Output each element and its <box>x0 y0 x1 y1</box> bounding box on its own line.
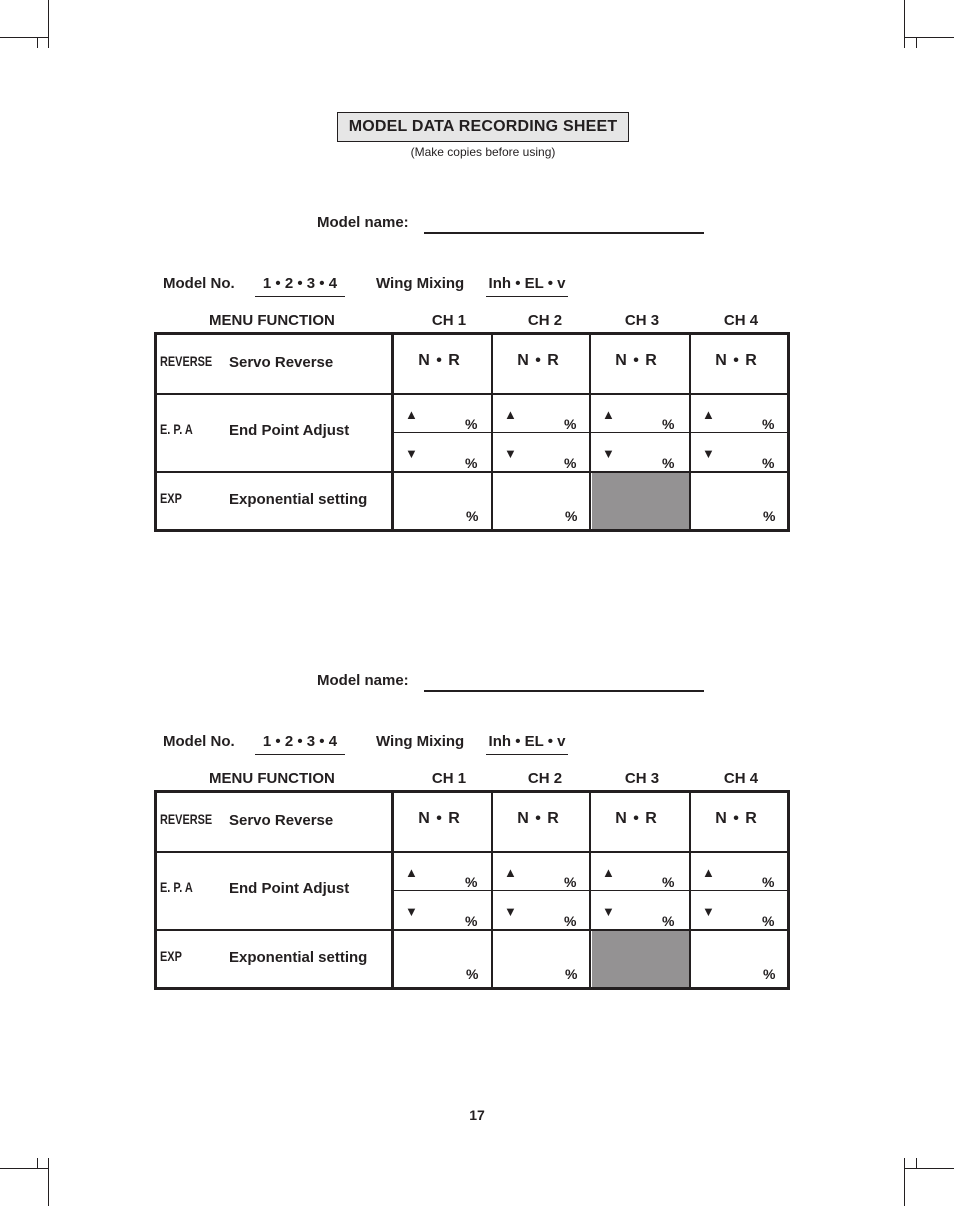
row-name-reverse: Servo Reverse <box>229 354 334 371</box>
row-abbr-epa: E. P. A <box>160 879 193 895</box>
triangle-up-icon: ▲ <box>702 407 715 422</box>
row-name-exp: Exponential setting <box>229 491 368 508</box>
triangle-down-icon: ▼ <box>602 904 615 919</box>
row-abbr-exp: EXP <box>160 490 182 506</box>
epa-percent-field[interactable]: % <box>662 874 675 890</box>
channel-header: CH 1 <box>431 312 467 329</box>
exp-percent-field[interactable]: % <box>763 508 776 524</box>
triangle-down-icon: ▼ <box>702 446 715 461</box>
epa-percent-field[interactable]: % <box>762 416 775 432</box>
page-title: MODEL DATA RECORDING SHEET <box>337 112 629 142</box>
epa-percent-field[interactable]: % <box>662 455 675 471</box>
model-name-field[interactable] <box>424 690 704 692</box>
triangle-down-icon: ▼ <box>405 446 418 461</box>
settings-table <box>154 332 790 532</box>
model-name-label: Model name: <box>317 214 409 231</box>
page-number: 17 <box>469 1107 485 1123</box>
epa-percent-field[interactable]: % <box>465 913 478 929</box>
reverse-value[interactable]: N • R <box>715 810 757 827</box>
row-abbr-reverse: REVERSE <box>160 811 213 827</box>
triangle-up-icon: ▲ <box>504 865 517 880</box>
model-no-options[interactable]: 1 • 2 • 3 • 4 <box>255 275 345 297</box>
epa-percent-field[interactable]: % <box>762 874 775 890</box>
menu-function-header: MENU FUNCTION <box>209 312 335 329</box>
reverse-value[interactable]: N • R <box>517 352 559 369</box>
epa-percent-field[interactable]: % <box>564 455 577 471</box>
wing-mixing-options[interactable]: Inh • EL • v <box>486 733 568 755</box>
channel-header: CH 2 <box>527 312 563 329</box>
model-name-label: Model name: <box>317 672 409 689</box>
epa-percent-field[interactable]: % <box>564 416 577 432</box>
menu-function-header: MENU FUNCTION <box>209 770 335 787</box>
triangle-down-icon: ▼ <box>504 904 517 919</box>
exp-percent-field[interactable]: % <box>466 966 479 982</box>
triangle-down-icon: ▼ <box>405 904 418 919</box>
page-subtitle: (Make copies before using) <box>410 145 556 159</box>
model-no-options[interactable]: 1 • 2 • 3 • 4 <box>255 733 345 755</box>
triangle-up-icon: ▲ <box>405 407 418 422</box>
epa-percent-field[interactable]: % <box>564 913 577 929</box>
channel-header: CH 3 <box>624 312 660 329</box>
triangle-up-icon: ▲ <box>602 865 615 880</box>
recording-sheet <box>0 672 954 1002</box>
model-no-label: Model No. <box>163 275 235 292</box>
model-name-field[interactable] <box>424 232 704 234</box>
channel-header: CH 4 <box>723 312 759 329</box>
epa-percent-field[interactable]: % <box>465 874 478 890</box>
table-divider <box>154 851 790 853</box>
row-abbr-epa: E. P. A <box>160 421 193 437</box>
row-name-epa: End Point Adjust <box>229 422 350 439</box>
wing-mixing-label: Wing Mixing <box>376 733 465 750</box>
model-no-label: Model No. <box>163 733 235 750</box>
triangle-up-icon: ▲ <box>702 865 715 880</box>
channel-header: CH 1 <box>431 770 467 787</box>
triangle-down-icon: ▼ <box>602 446 615 461</box>
reverse-value[interactable]: N • R <box>615 810 657 827</box>
epa-percent-field[interactable]: % <box>762 913 775 929</box>
settings-table <box>154 790 790 990</box>
triangle-up-icon: ▲ <box>504 407 517 422</box>
exp-percent-field[interactable]: % <box>466 508 479 524</box>
reverse-value[interactable]: N • R <box>715 352 757 369</box>
wing-mixing-options[interactable]: Inh • EL • v <box>486 275 568 297</box>
table-divider <box>154 929 790 931</box>
triangle-up-icon: ▲ <box>602 407 615 422</box>
triangle-down-icon: ▼ <box>504 446 517 461</box>
wing-mixing-label: Wing Mixing <box>376 275 465 292</box>
exp-percent-field[interactable]: % <box>763 966 776 982</box>
epa-percent-field[interactable]: % <box>465 455 478 471</box>
exp-percent-field[interactable]: % <box>565 966 578 982</box>
row-name-reverse: Servo Reverse <box>229 812 334 829</box>
triangle-down-icon: ▼ <box>702 904 715 919</box>
row-name-exp: Exponential setting <box>229 949 368 966</box>
table-divider <box>154 471 790 473</box>
table-divider <box>393 432 790 433</box>
reverse-value[interactable]: N • R <box>615 352 657 369</box>
table-divider <box>154 393 790 395</box>
table-divider <box>393 890 790 891</box>
exp-percent-field[interactable]: % <box>565 508 578 524</box>
channel-header: CH 3 <box>624 770 660 787</box>
triangle-up-icon: ▲ <box>405 865 418 880</box>
reverse-value[interactable]: N • R <box>418 352 460 369</box>
reverse-value[interactable]: N • R <box>418 810 460 827</box>
epa-percent-field[interactable]: % <box>662 416 675 432</box>
epa-percent-field[interactable]: % <box>564 874 577 890</box>
channel-header: CH 2 <box>527 770 563 787</box>
epa-percent-field[interactable]: % <box>662 913 675 929</box>
reverse-value[interactable]: N • R <box>517 810 559 827</box>
row-name-epa: End Point Adjust <box>229 880 350 897</box>
row-abbr-reverse: REVERSE <box>160 353 213 369</box>
recording-sheet <box>0 214 954 544</box>
row-abbr-exp: EXP <box>160 948 182 964</box>
epa-percent-field[interactable]: % <box>465 416 478 432</box>
epa-percent-field[interactable]: % <box>762 455 775 471</box>
channel-header: CH 4 <box>723 770 759 787</box>
